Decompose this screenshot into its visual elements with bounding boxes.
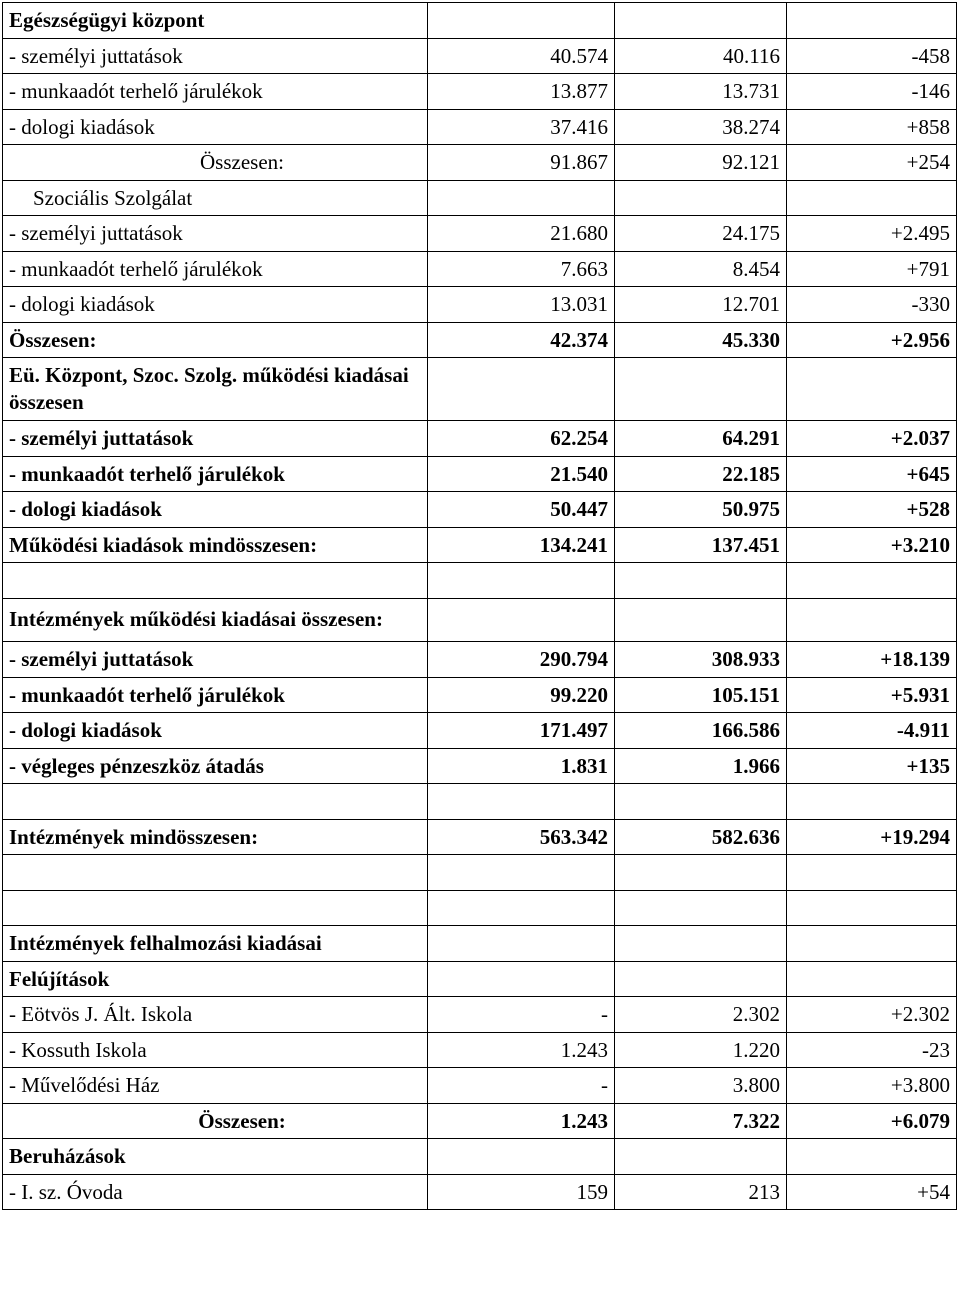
original-value: 134.241 (428, 527, 615, 563)
modified-value: 22.185 (615, 456, 787, 492)
section-title: Intézmények működési kiadásai összesen: (3, 598, 428, 642)
empty-cell (428, 598, 615, 642)
section-header-row (3, 598, 957, 642)
modified-value: 105.151 (615, 677, 787, 713)
spacer-row (3, 784, 957, 820)
empty-cell (615, 855, 787, 891)
empty-cell (428, 926, 615, 962)
original-value: 1.243 (428, 1032, 615, 1068)
modified-value: 8.454 (615, 251, 787, 287)
modified-value: 2.302 (615, 997, 787, 1033)
section-header-row (3, 961, 957, 997)
table-row (3, 677, 957, 713)
modified-value: 40.116 (615, 38, 787, 74)
row-label: Összesen: (3, 1103, 428, 1139)
row-label: - személyi juttatások (3, 38, 428, 74)
table-row (3, 1103, 957, 1139)
empty-cell (428, 1139, 615, 1175)
table-row (3, 527, 957, 563)
section-title: Beruházások (3, 1139, 428, 1175)
section-header-row (3, 180, 957, 216)
empty-cell (428, 855, 615, 891)
difference-value: -23 (787, 1032, 957, 1068)
row-label: Összesen: (3, 322, 428, 358)
budget-table-body (3, 3, 957, 1210)
modified-value: 12.701 (615, 287, 787, 323)
original-value: 42.374 (428, 322, 615, 358)
row-label: Intézmények mindösszesen: (3, 819, 428, 855)
modified-value: 1.966 (615, 748, 787, 784)
empty-cell (787, 855, 957, 891)
empty-cell (3, 890, 428, 926)
table-row (3, 642, 957, 678)
difference-value: +135 (787, 748, 957, 784)
difference-value: +18.139 (787, 642, 957, 678)
empty-cell (428, 3, 615, 39)
table-row (3, 1032, 957, 1068)
section-title: Felújítások (3, 961, 428, 997)
table-row (3, 997, 957, 1033)
empty-cell (787, 890, 957, 926)
original-value: 1.243 (428, 1103, 615, 1139)
empty-cell (428, 358, 615, 421)
row-label: - Művelődési Ház (3, 1068, 428, 1104)
difference-value: +2.495 (787, 216, 957, 252)
row-label: - munkaadót terhelő járulékok (3, 677, 428, 713)
section-header-row (3, 358, 957, 421)
original-value: 13.877 (428, 74, 615, 110)
row-label: - Eötvös J. Ált. Iskola (3, 997, 428, 1033)
modified-value: 582.636 (615, 819, 787, 855)
budget-table (2, 2, 957, 1210)
table-row (3, 74, 957, 110)
empty-cell (428, 784, 615, 820)
empty-cell (787, 1139, 957, 1175)
row-label: - személyi juttatások (3, 216, 428, 252)
original-value: - (428, 1068, 615, 1104)
empty-cell (615, 180, 787, 216)
difference-value: +791 (787, 251, 957, 287)
modified-value: 1.220 (615, 1032, 787, 1068)
table-row (3, 713, 957, 749)
row-label: - dologi kiadások (3, 492, 428, 528)
section-title: Eü. Központ, Szoc. Szolg. működési kiadásai összesen (3, 358, 428, 421)
spacer-row (3, 890, 957, 926)
empty-cell (428, 890, 615, 926)
original-value: 99.220 (428, 677, 615, 713)
table-row (3, 109, 957, 145)
empty-cell (787, 784, 957, 820)
empty-cell (615, 1139, 787, 1175)
table-row (3, 38, 957, 74)
original-value: 50.447 (428, 492, 615, 528)
empty-cell (615, 563, 787, 599)
empty-cell (787, 3, 957, 39)
empty-cell (428, 563, 615, 599)
table-row (3, 1174, 957, 1210)
row-label: - dologi kiadások (3, 287, 428, 323)
modified-value: 50.975 (615, 492, 787, 528)
original-value: 21.540 (428, 456, 615, 492)
empty-cell (787, 961, 957, 997)
empty-cell (3, 855, 428, 891)
modified-value: 308.933 (615, 642, 787, 678)
row-label: - munkaadót terhelő járulékok (3, 251, 428, 287)
row-label: Működési kiadások mindösszesen: (3, 527, 428, 563)
row-label: Összesen: (3, 145, 428, 181)
difference-value: +254 (787, 145, 957, 181)
spacer-row (3, 563, 957, 599)
original-value: 290.794 (428, 642, 615, 678)
original-value: 21.680 (428, 216, 615, 252)
table-row (3, 748, 957, 784)
original-value: 563.342 (428, 819, 615, 855)
difference-value: -146 (787, 74, 957, 110)
original-value: 1.831 (428, 748, 615, 784)
difference-value: +858 (787, 109, 957, 145)
section-title: Egészségügyi központ (3, 3, 428, 39)
section-title: Intézmények felhalmozási kiadásai (3, 926, 428, 962)
difference-value: +3.210 (787, 527, 957, 563)
table-row (3, 492, 957, 528)
difference-value: +645 (787, 456, 957, 492)
modified-value: 92.121 (615, 145, 787, 181)
difference-value: +54 (787, 1174, 957, 1210)
difference-value: +2.956 (787, 322, 957, 358)
difference-value: -458 (787, 38, 957, 74)
table-row (3, 1068, 957, 1104)
difference-value: +3.800 (787, 1068, 957, 1104)
empty-cell (615, 890, 787, 926)
row-label: - munkaadót terhelő járulékok (3, 456, 428, 492)
original-value: 7.663 (428, 251, 615, 287)
difference-value: -330 (787, 287, 957, 323)
difference-value: +5.931 (787, 677, 957, 713)
empty-cell (787, 180, 957, 216)
difference-value: -4.911 (787, 713, 957, 749)
empty-cell (787, 926, 957, 962)
modified-value: 137.451 (615, 527, 787, 563)
modified-value: 38.274 (615, 109, 787, 145)
modified-value: 3.800 (615, 1068, 787, 1104)
empty-cell (787, 563, 957, 599)
empty-cell (787, 358, 957, 421)
modified-value: 166.586 (615, 713, 787, 749)
empty-cell (428, 961, 615, 997)
modified-value: 24.175 (615, 216, 787, 252)
difference-value: +2.302 (787, 997, 957, 1033)
difference-value: +19.294 (787, 819, 957, 855)
section-header-row (3, 1139, 957, 1175)
empty-cell (3, 563, 428, 599)
row-label: - személyi juttatások (3, 421, 428, 457)
section-header-row (3, 926, 957, 962)
empty-cell (615, 3, 787, 39)
table-row (3, 819, 957, 855)
empty-cell (615, 598, 787, 642)
empty-cell (615, 961, 787, 997)
spacer-row (3, 855, 957, 891)
original-value: 62.254 (428, 421, 615, 457)
difference-value: +6.079 (787, 1103, 957, 1139)
original-value: 13.031 (428, 287, 615, 323)
row-label: - I. sz. Óvoda (3, 1174, 428, 1210)
section-title: Szociális Szolgálat (3, 180, 428, 216)
modified-value: 7.322 (615, 1103, 787, 1139)
table-row (3, 322, 957, 358)
empty-cell (3, 784, 428, 820)
section-header-row (3, 3, 957, 39)
row-label: - munkaadót terhelő járulékok (3, 74, 428, 110)
modified-value: 13.731 (615, 74, 787, 110)
original-value: 171.497 (428, 713, 615, 749)
difference-value: +2.037 (787, 421, 957, 457)
original-value: 37.416 (428, 109, 615, 145)
row-label: - végleges pénzeszköz átadás (3, 748, 428, 784)
table-row (3, 421, 957, 457)
modified-value: 45.330 (615, 322, 787, 358)
modified-value: 213 (615, 1174, 787, 1210)
difference-value: +528 (787, 492, 957, 528)
row-label: - dologi kiadások (3, 109, 428, 145)
empty-cell (615, 784, 787, 820)
table-row (3, 287, 957, 323)
original-value: - (428, 997, 615, 1033)
original-value: 159 (428, 1174, 615, 1210)
modified-value: 64.291 (615, 421, 787, 457)
table-row (3, 456, 957, 492)
original-value: 91.867 (428, 145, 615, 181)
row-label: - személyi juttatások (3, 642, 428, 678)
table-row (3, 145, 957, 181)
table-row (3, 251, 957, 287)
empty-cell (428, 180, 615, 216)
table-row (3, 216, 957, 252)
row-label: - Kossuth Iskola (3, 1032, 428, 1068)
row-label: - dologi kiadások (3, 713, 428, 749)
empty-cell (615, 926, 787, 962)
empty-cell (615, 358, 787, 421)
empty-cell (787, 598, 957, 642)
original-value: 40.574 (428, 38, 615, 74)
